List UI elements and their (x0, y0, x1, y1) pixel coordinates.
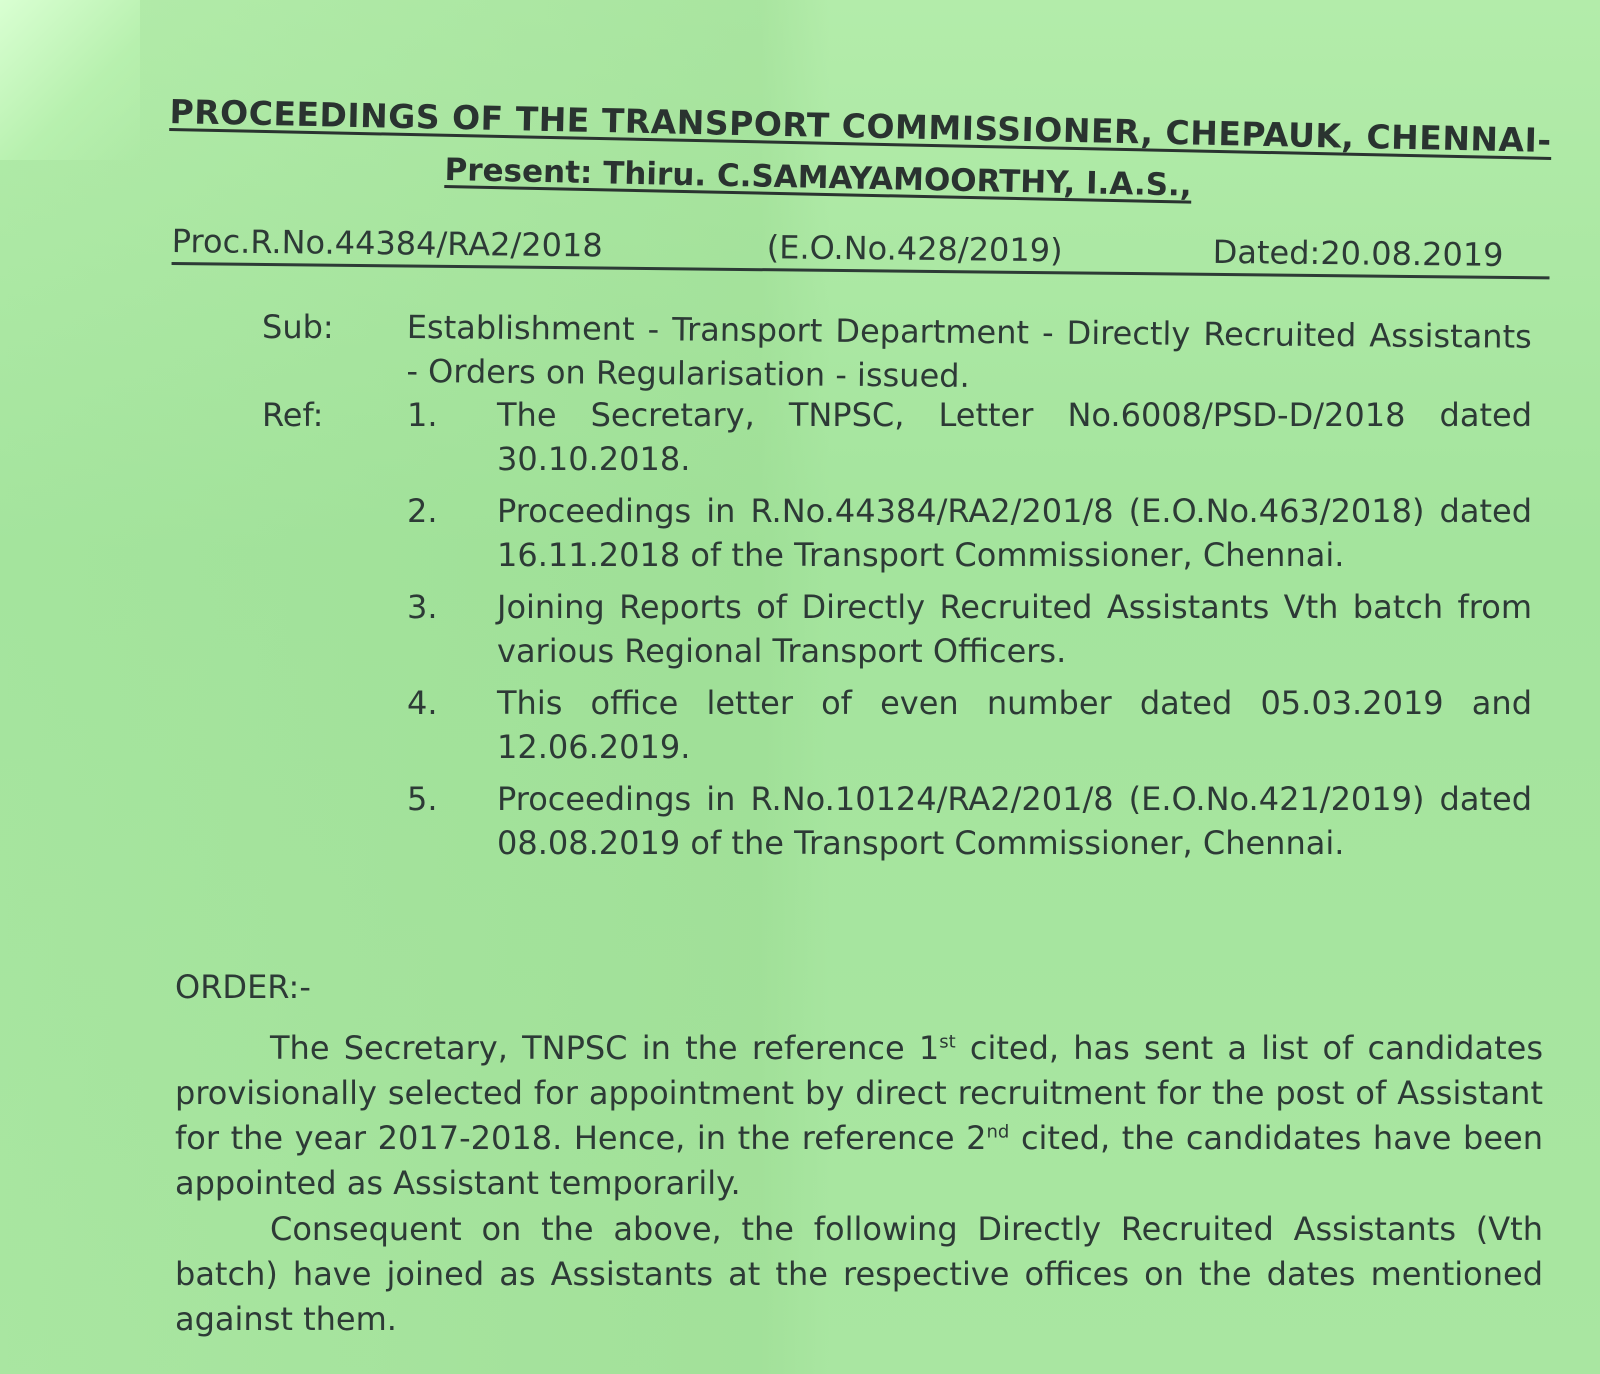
proc-number: Proc.R.No.44384/RA2/2018 (171, 222, 603, 265)
order-heading: ORDER:- (175, 968, 311, 1006)
reference-item (407, 585, 1532, 673)
para1-part-a: The Secretary, TNPSC in the reference 1 (270, 1029, 940, 1067)
paper-fold (0, 0, 140, 160)
present-officer: Present: Thiru. C.SAMAYAMOORTHY, I.A.S., (444, 152, 1192, 204)
subject-row (262, 305, 1532, 393)
document-title: PROCEEDINGS OF THE TRANSPORT COMMISSIONER, CHEPAUK, CHENNAI- (169, 92, 1552, 160)
reference-item (407, 777, 1532, 865)
reference-item (407, 681, 1532, 769)
para1-part-c: cited, the candidates have been appointed as Assistant temporarily. (175, 1119, 1544, 1202)
reference-number: 4. (407, 684, 438, 722)
proceedings-number-line (172, 222, 1550, 279)
reference-text: The Secretary, TNPSC, Letter No.6008/PSD-D/2018 dated 30.10.2018. (497, 396, 1532, 478)
reference-text: This office letter of even number dated 05.03.2019 and 12.06.2019. (497, 684, 1532, 766)
reference-number: 5. (407, 780, 438, 818)
para1-sup-2: nd (986, 1121, 1010, 1143)
reference-text: Joining Reports of Directly Recruited Assistants Vth batch from various Regional Transport Officers. (497, 588, 1532, 670)
subject-reference-block (262, 305, 1532, 873)
reference-number: 3. (407, 588, 438, 626)
para1-sup-1: st (939, 1031, 956, 1053)
reference-item (407, 489, 1532, 577)
references-row (262, 393, 1532, 873)
dated: Dated:20.08.2019 (1212, 232, 1504, 274)
reference-number: 1. (407, 396, 438, 434)
order-paragraph-2: Consequent on the above, the following Directly Recruited Assistants (Vth batch) have joined as Assistants at the respective offices on the dates mentioned against them. (175, 1210, 1543, 1338)
reference-text: Proceedings in R.No.10124/RA2/201/8 (E.O.No.421/2019) dated 08.08.2019 of the Transport Commissioner, Chennai. (497, 780, 1532, 862)
reference-list (407, 393, 1532, 873)
reference-text: Proceedings in R.No.44384/RA2/201/8 (E.O.No.463/2018) dated 16.11.2018 of the Transport Commissioner, Chennai. (497, 492, 1532, 574)
subject-label: Sub: (262, 308, 334, 346)
reference-item (407, 393, 1532, 481)
para1-part-b: cited, has sent a list of candidates provisionally selected for appointment by direct recruitment for the post of Assistant for the year 2017-2018. Hence, in the reference 2 (175, 1029, 1544, 1157)
eo-number: (E.O.No.428/2019) (766, 228, 1063, 270)
subject-text: Establishment - Transport Department - Directly Recruited Assistants - Orders on Regularisation - issued. (406, 307, 1532, 395)
reference-number: 2. (407, 492, 438, 530)
reference-label: Ref: (262, 396, 324, 434)
order-paragraph-1 (175, 1026, 1543, 1206)
